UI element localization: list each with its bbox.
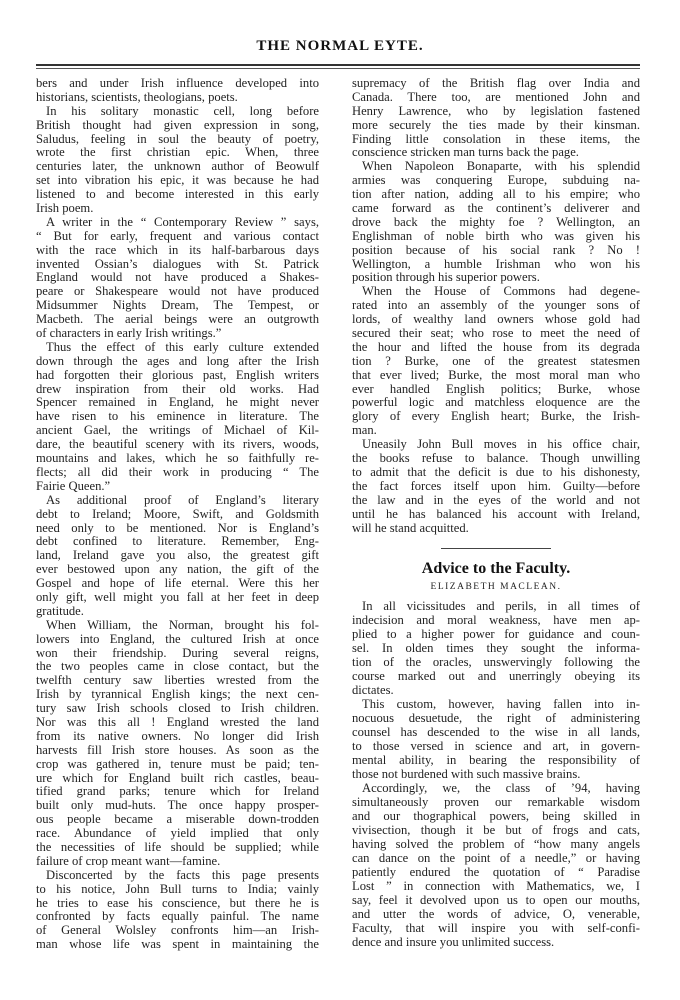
text-line: A writer in the “ Contemporary Review ” says, [46, 214, 319, 229]
text-line: flects; all did their work in producing “ The [36, 464, 319, 479]
right-column [352, 77, 640, 949]
text-line: Faculty, that will inspire you with self-confi- [352, 921, 640, 936]
text-line: the hour and lifted the house from its degrada [352, 339, 640, 354]
text-line: tury saw Irish schools closed to Irish children. [36, 701, 319, 716]
text-line: nocuous desuetude, the right of administering [352, 711, 640, 726]
page-header: THE NORMAL EYTE. [256, 38, 424, 54]
paragraph [36, 77, 319, 105]
text-line: crop was gathered in, tenure must be paid; ten- [36, 756, 319, 771]
text-line: position because of his social rank ? No ! [352, 242, 640, 257]
text-line: the law and in the eyes of the world and not [352, 492, 640, 507]
text-line: ever handled English politics; Burke, whose [352, 381, 640, 396]
text-line: indecision and moral weakness, have men ap- [352, 613, 640, 628]
text-line: have risen to his eminence in literature. The [36, 409, 319, 424]
text-line: Fairie Queen.” [36, 478, 111, 493]
text-line: Wellington, a humble Irishman who won his [352, 256, 640, 271]
text-line: race. Abundance of yield implied that only [36, 826, 319, 841]
text-line: simultaneously proven our remarkable wisdom [352, 795, 640, 810]
text-line: land, Ireland gave you also, the greatest gift [36, 548, 319, 563]
text-line: historians, scientists, theologians, poets. [36, 89, 238, 104]
text-line: to his notice, John Bull turns to India; vainly [36, 881, 319, 896]
text-line: “ But for early, frequent and various contact [36, 228, 319, 243]
text-line: listened to and become interested in this early [36, 187, 319, 202]
text-line: wrote the first christian epic. When, three [36, 145, 319, 160]
article-body [352, 599, 640, 949]
text-line: can dance on the point of a needle,” or having [352, 851, 640, 866]
text-line: drew inspiration from their old works. Had [36, 381, 319, 396]
header-rule [36, 64, 640, 66]
text-line: Macbeth. The aerial beings were an outgrowth [36, 312, 319, 327]
article-author: ELIZABETH MACLEAN. [430, 582, 562, 593]
text-line: mental ability, in bearing the responsibility of [352, 753, 640, 768]
text-line: In his solitary monastic cell, long before [46, 103, 319, 118]
text-line: of characters in early Irish writings.” [36, 326, 222, 341]
text-line: dence and insure you unlimited success. [352, 935, 555, 950]
text-line: man. [352, 423, 377, 438]
text-line: ure which for England built rich castles, beau- [36, 770, 319, 785]
text-line: and our thographical powers, being skilled in [352, 809, 640, 824]
text-line: the two peoples came in close contact, but the [36, 659, 319, 674]
article-title: Advice to the Faculty. [421, 560, 571, 578]
text-line: This custom, however, having fallen into in- [362, 697, 640, 712]
text-line: say, feel it devolved upon us to open our mouths, [352, 893, 640, 908]
text-line: Englishman of noble birth who was given his [352, 228, 640, 243]
text-line: the books refuse to balance. Though unwilling [352, 451, 640, 466]
text-line: armies was conquering Europe, subduing na- [352, 173, 640, 188]
text-line: centuries later, the unknown author of Beowulf [36, 159, 319, 174]
text-line: sel. In olden times they sought the informa- [352, 641, 640, 656]
text-line: Lost ” in connection with Mathematics, we, I [352, 879, 640, 894]
paragraph [36, 494, 319, 619]
text-line: more securely the ties made by their kinsman. [352, 117, 640, 132]
text-line: supremacy of the British flag over India and [352, 76, 640, 90]
text-line: Irish by tyrannical English kings; the next cen- [36, 687, 319, 702]
text-line: ancient Gael, the writings of Michael of Kil- [36, 423, 319, 438]
text-line: with the race which in its half-barbarous days [36, 242, 319, 257]
text-line: need only to be mentioned. Nor is England’s [36, 520, 319, 535]
text-line: invented Ossian’s dialogues with St. Patrick [36, 256, 319, 271]
text-line: from its native owners. No longer did Irish [36, 728, 319, 743]
text-line: set into vibration his epic, it was because he had [36, 173, 319, 188]
text-line: Nor was this all ! England wrested the land [36, 714, 319, 729]
text-line: Uneasily John Bull moves in his office chair, [362, 437, 640, 452]
text-line: built only mud-huts. The once happy prosper- [36, 798, 319, 813]
text-line: Accordingly, we, the class of ’94, having [362, 781, 640, 796]
text-line: and utter the words of advice, O, venerable, [352, 907, 640, 922]
text-line: tion of the oracles, unswervingly following the [352, 655, 640, 670]
text-line: bers and under Irish influence developed into [36, 76, 319, 90]
text-line: ous people became a miserable down-trodden [36, 812, 319, 827]
paragraph [352, 77, 640, 160]
text-line: down through the ages and long after the Irish [36, 353, 319, 368]
text-line: patiently endured the quotation of “ Paradise [352, 865, 640, 880]
text-line: having solved the problem of “how many angels [352, 837, 640, 852]
text-line: failure of crop meant want—famine. [36, 853, 221, 868]
text-line: Irish poem. [36, 201, 94, 216]
text-line: had forgotten their glorious past, English writers [36, 367, 319, 382]
text-line: Spencer remained in England, he might never [36, 395, 319, 410]
text-line: gratitude. [36, 603, 84, 618]
text-line: came forward as the continent’s deliverer and [352, 201, 640, 216]
text-line: until he has balanced his account with Ireland, [352, 506, 640, 521]
text-line: counsel has descended to the wise in all lands, [352, 725, 640, 740]
text-line: Thus the effect of this early culture extended [46, 339, 319, 354]
text-line: course marked out and unerringly obeying its [352, 669, 640, 684]
section-divider [441, 548, 551, 549]
text-line: the necessities of life should be supplied; while [36, 839, 319, 854]
paragraph [352, 697, 640, 781]
text-line: vivisection, though it be but of frogs and cats, [352, 823, 640, 838]
text-line: mountains and lakes, which he so faithfully re- [36, 451, 319, 466]
text-line: England would not have produced a Shakes- [36, 270, 319, 285]
text-line: will he stand acquitted. [352, 520, 469, 535]
text-line: those not burdened with such massive brains. [352, 767, 581, 782]
text-line: Canada. There too, are mentioned John and [352, 89, 640, 104]
text-line: harvests fill Irish store houses. As soon as the [36, 742, 319, 757]
paragraph [352, 599, 640, 697]
text-line: Henry Lawrence, who by legislation fastened [352, 103, 640, 118]
text-line: lowers into England, the cultured Irish at once [36, 631, 319, 646]
text-line: plied to a higher power for guidance and coun- [352, 627, 640, 642]
text-line: conscience stricken man turns back the page. [352, 145, 579, 160]
header-rule-thin [36, 68, 640, 69]
left-column [36, 77, 319, 952]
text-line: of General Wolsley confronts him—an Irish- [36, 923, 319, 938]
paragraph [36, 216, 319, 341]
text-line: to those versed in science and art, in govern- [352, 739, 640, 754]
text-line: peare or Shakespeare would not have produced [36, 284, 319, 299]
paragraph [36, 619, 319, 869]
paragraph [352, 781, 640, 949]
left-column-text [36, 77, 319, 952]
paragraph [352, 285, 640, 438]
paragraph [36, 341, 319, 494]
text-line: rated into an assembly of the younger sons of [352, 298, 640, 313]
text-line: As additional proof of England’s literary [46, 492, 319, 507]
paragraph [352, 438, 640, 535]
text-line: Gospel and hope of life eternal. Were this her [36, 576, 319, 591]
text-line: When Napoleon Bonaparte, with his splendid [362, 159, 640, 174]
text-line: dare, the beautiful scenery with its rivers, woods, [36, 437, 319, 452]
text-line: ever bestowed upon any nation, the gift of the [36, 562, 319, 577]
paragraph [36, 105, 319, 216]
text-line: that ever lived; Burke, the most moral man who [352, 367, 640, 382]
text-line: the fact forces itself upon him. Guilty—before [352, 478, 640, 493]
text-line: only gift, well might you fall at her feet in deep [36, 589, 319, 604]
text-line: won their friendship. During several reigns, [36, 645, 319, 660]
text-line: Saludus, feeling in soul the beauty of poetry, [36, 131, 319, 146]
text-line: man whose life was spent in maintaining the [36, 937, 319, 952]
text-line: powerful logic and matchless eloquence are the [352, 395, 640, 410]
text-line: he tries to ease his conscience, but there he is [36, 895, 319, 910]
text-line: British thought had given expression in song, [36, 117, 319, 132]
text-line: confronted by facts equally painful. The name [36, 909, 319, 924]
text-line: Midsummer Nights Dream, The Tempest, or [36, 298, 319, 313]
text-line: dictates. [352, 683, 394, 698]
text-line: In all vicissitudes and perils, in all times of [362, 599, 640, 614]
text-line: When the House of Commons had degene- [362, 284, 640, 299]
text-line: lords, of wealthy land owners whose gold had [352, 312, 640, 327]
text-line: twelfth century saw liberties wrested from the [36, 673, 319, 688]
text-line: tion ? Burke, one of the greatest statesmen [352, 353, 640, 368]
text-line: debt to Ireland; Moore, Swift, and Goldsmith [36, 506, 319, 521]
text-line: Finding little consolation in these items, the [352, 131, 640, 146]
paragraph [352, 160, 640, 285]
text-line: Disconcerted by the facts this page presents [46, 867, 319, 882]
right-column-text [352, 77, 640, 535]
paragraph [36, 869, 319, 952]
text-line: tion after nation, adding all to his empire; who [352, 187, 640, 202]
text-line: secured their seat; who rose to meet the need of [352, 326, 640, 341]
text-line: debt confined to literature. Remember, Eng- [36, 534, 319, 549]
text-line: position through his superior powers. [352, 270, 540, 285]
text-line: When William, the Norman, brought his fol- [46, 617, 319, 632]
text-line: drove back the mighty foe ? Wellington, an [352, 214, 640, 229]
text-line: to admit that the deficit is due to his dishonesty, [352, 464, 640, 479]
text-line: glory of every English heart; Burke, the Irish- [352, 409, 640, 424]
text-line: tified grand parks; tenure which for Ireland [36, 784, 319, 799]
